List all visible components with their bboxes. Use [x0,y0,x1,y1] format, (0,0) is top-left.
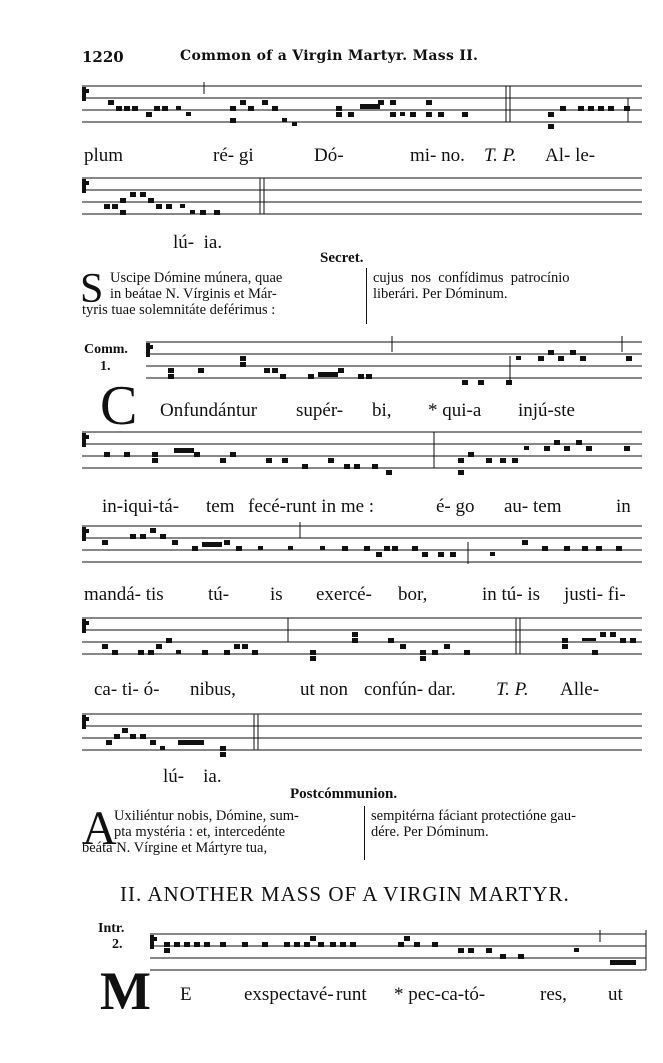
chant-number: 1. [100,359,111,374]
lyric: mi- no. [410,145,465,166]
chant-label: Intr. [98,921,125,936]
lyric: supér- [296,400,344,421]
lyric: ré- gi [213,145,254,166]
prayer-line: pta mystéria : et, intercedénte [114,824,286,840]
prayer-line: Uscipe Dómine múnera, quae [110,270,283,286]
section-title-postcommunion: Postcómmunion. [290,786,398,802]
section-title-secret: Secret. [320,250,364,266]
prayer-line: sempitérna fáciant protectióne gau- [371,808,576,824]
prayer-left-column [114,824,285,840]
column-divider [364,806,365,860]
initial-letter: A [82,802,117,855]
lyric: res, [540,984,567,1005]
lyric: Onfundántur [160,400,258,421]
page-header [82,48,642,70]
prayer-line: cujus nos confídimus patrocínio [373,270,570,286]
lyric: lú- ia. [173,232,223,253]
initial-letter: M [100,961,151,1021]
prayer-line: in beátae N. Vírginis et Már- [110,286,277,302]
lyric: in tú- is [482,584,541,605]
lyric: justi- fi- [564,584,626,605]
chant-staff-8 [150,926,650,978]
lyric: é- go [436,496,475,517]
lyric: injú-ste [518,400,575,421]
lyric: exercé- [316,584,372,605]
lyric: ut non [300,679,349,700]
prayer-left-column [114,808,299,824]
lyric: Dó- [314,145,344,166]
lyric: in-iqui-tá- [102,496,180,517]
lyric: nibus, [190,679,236,700]
lyric: plum [84,145,124,166]
lyric: T. P. [496,679,529,700]
lyric: E [180,984,192,1005]
prayer-line: beáta N. Vírgine et Mártyre tua, [82,840,268,856]
lyric: * qui-a [428,400,482,421]
lyric: * pec-ca-tó- [394,984,486,1005]
prayer-right-column [373,270,570,302]
lyric: ca- ti- ó- [94,679,160,700]
lyric: fecé-runt in me : [248,496,375,517]
prayer-left-column [82,302,275,318]
lyric: exspectavé- [244,984,334,1005]
prayer-line: tyris tuae solemnitáte deférimus : [82,302,276,318]
lyric: runt [336,984,367,1005]
lyric: T. P. [484,145,517,166]
lyric: tú- [208,584,230,605]
prayer-right-column [371,808,576,840]
chant-staff-2 [82,170,647,222]
column-divider [366,268,367,324]
chant-staff-5 [82,518,647,574]
chant-label: Comm. [84,342,128,357]
chant-staff-7 [82,706,647,758]
chant-staff-3 [146,332,646,388]
lyric: Alle- [560,679,600,700]
chant-staff-1 [82,78,647,130]
initial-letter: S [80,266,104,312]
lyric: mandá- tis [84,584,164,605]
lyric: ut [608,984,623,1005]
lyric: au- tem [504,496,562,517]
lyric: in [616,496,631,517]
lyric: tem [206,496,235,517]
chant-staff-4 [82,424,647,480]
initial-letter: C [100,375,138,437]
chant-staff-6 [82,610,647,666]
prayer-line: dére. Per Dóminum. [371,824,489,840]
lyric: bi, [372,400,392,421]
lyric: Al- le- [545,145,596,166]
running-title: Common of a Virgin Martyr. Mass II. [180,48,479,64]
page-number: 1220 [82,48,124,66]
prayer-left-column [110,286,277,302]
lyric: lú- ia. [163,766,222,787]
prayer-line: liberári. Per Dóminum. [373,286,508,302]
mass-title: II. ANOTHER MASS OF A VIRGIN MARTYR. [120,882,570,906]
lyric: confún- dar. [364,679,456,700]
lyric: bor, [398,584,428,605]
prayer-left-column [82,840,267,856]
chant-number: 2. [112,937,123,952]
prayer-line: Uxiliéntur nobis, Dómine, sum- [114,808,299,824]
prayer-left-column [110,270,282,286]
lyric: is [270,584,283,605]
